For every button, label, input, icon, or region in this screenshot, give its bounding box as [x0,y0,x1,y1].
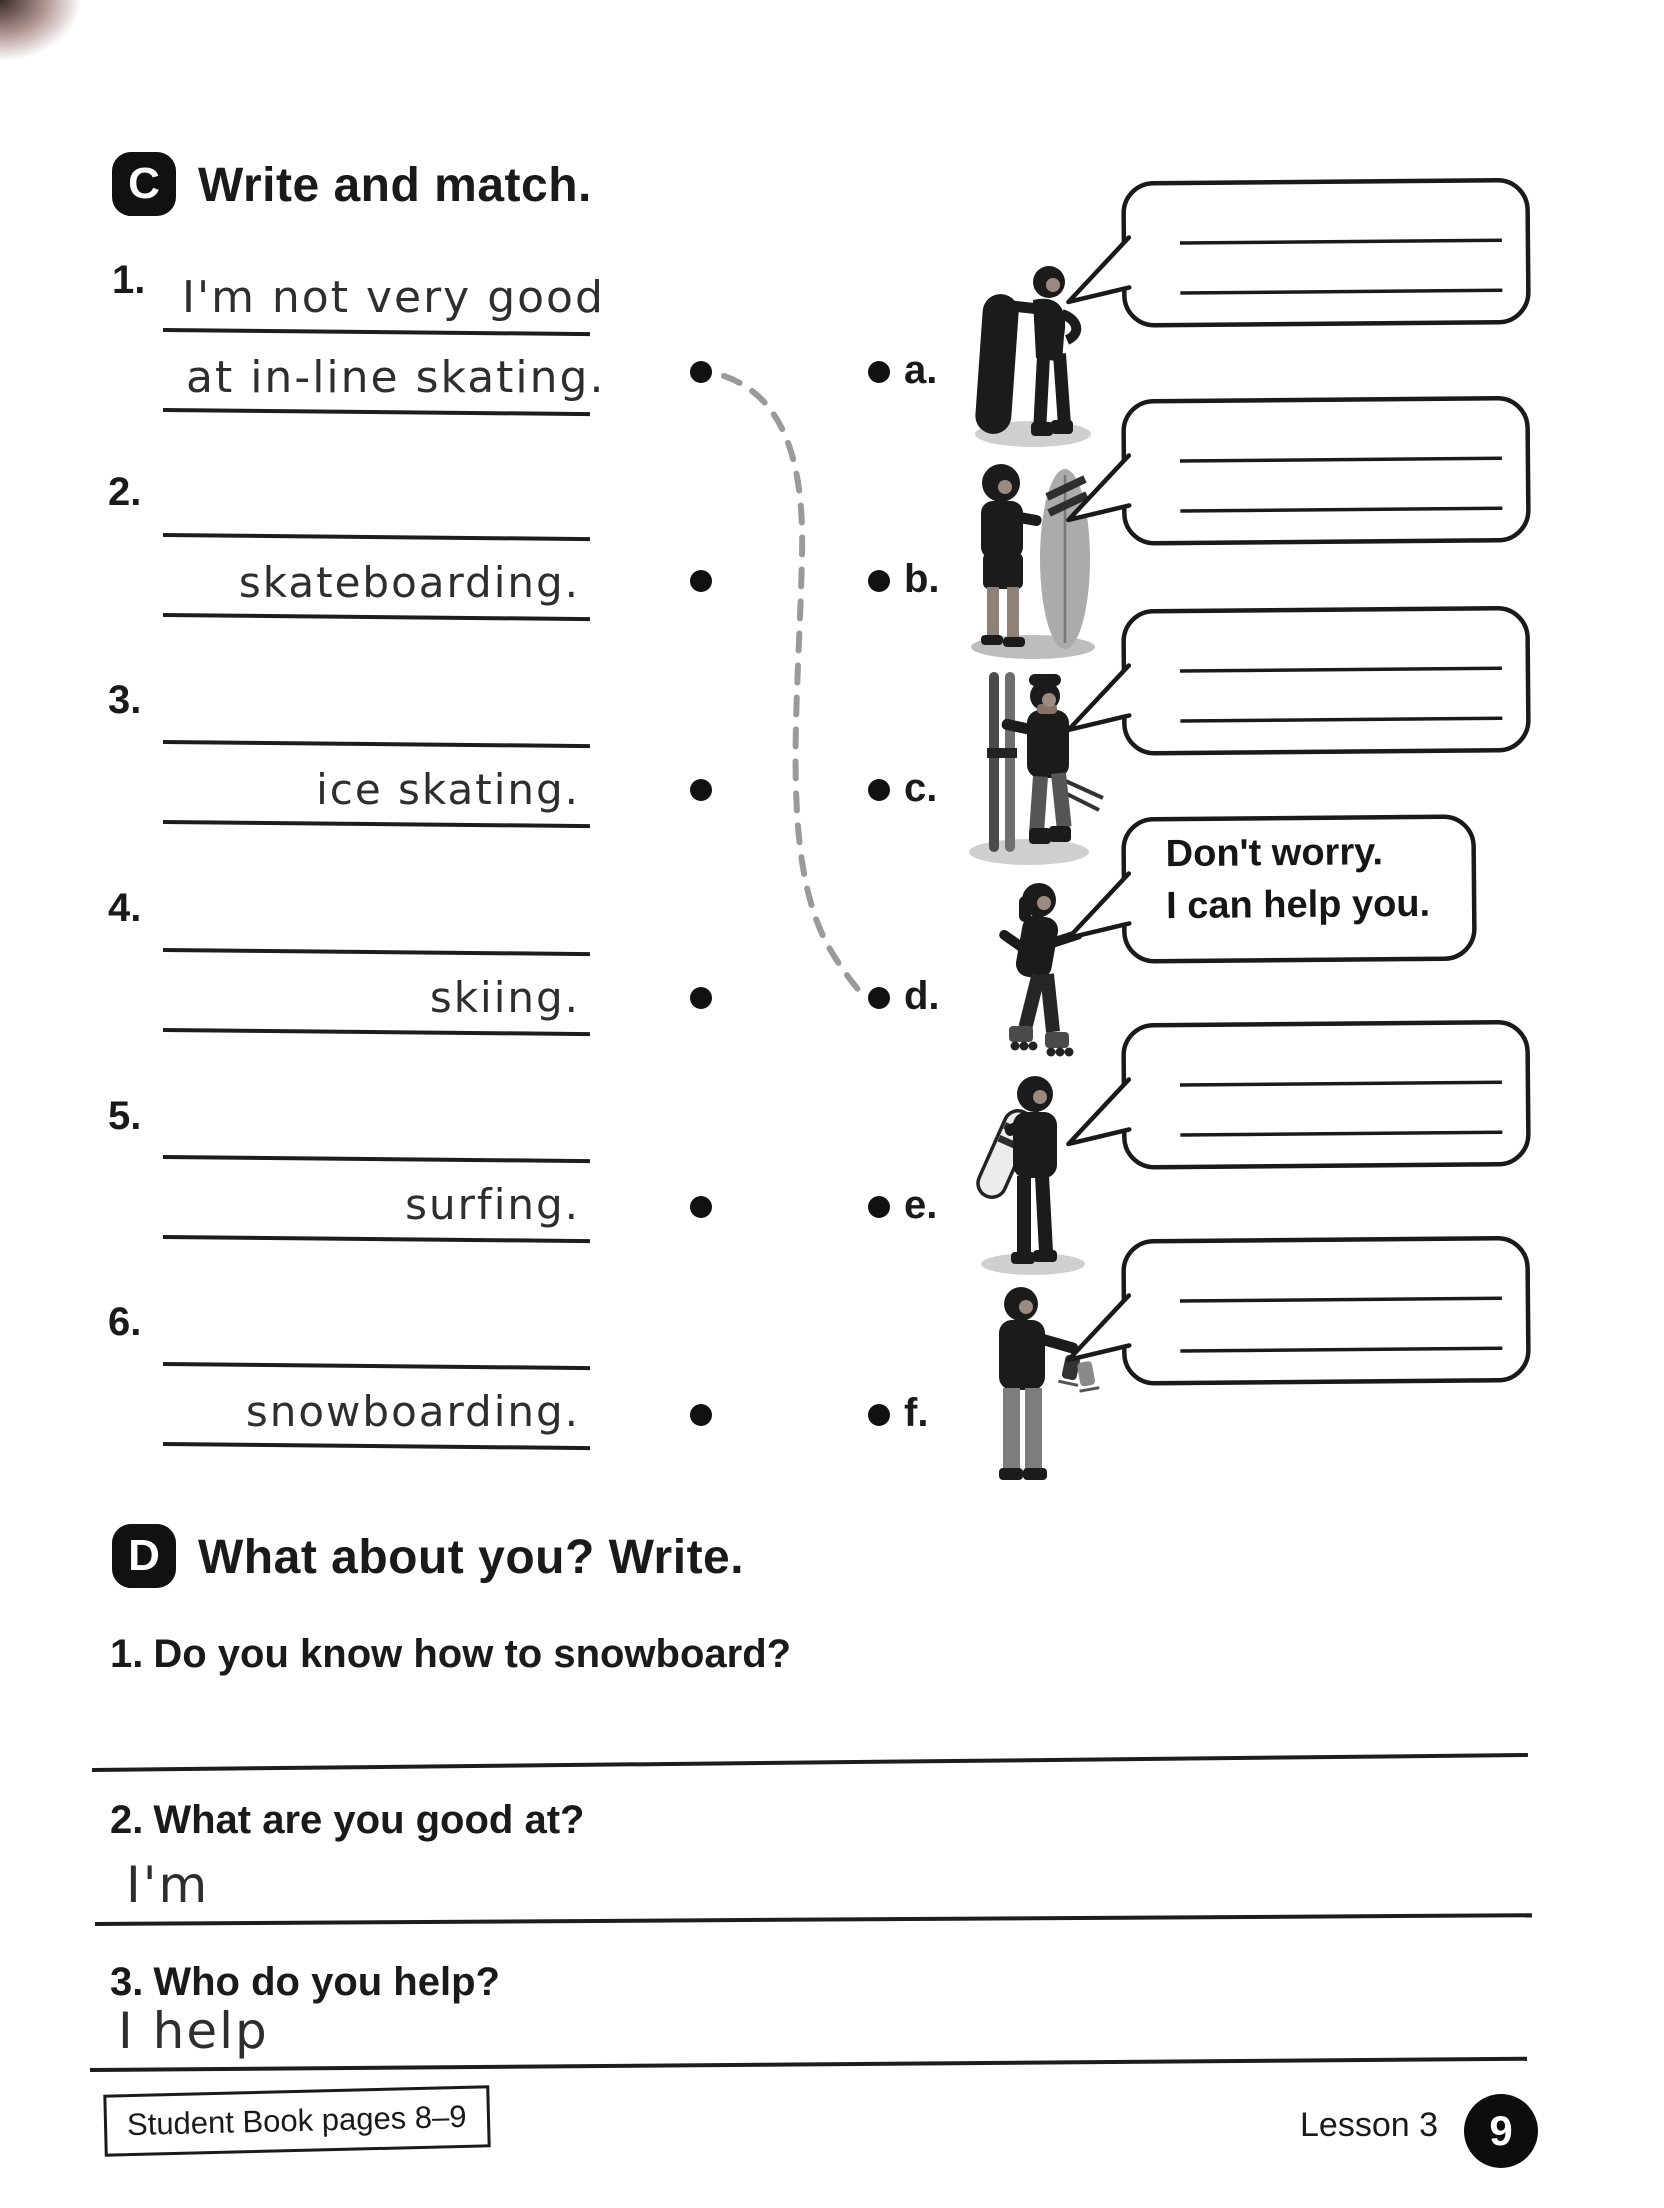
question-3-text: Who do you help? [153,1960,500,2004]
speech-bubble-f [1061,1234,1532,1388]
option-letter-d: d. [904,974,940,1018]
section-c-badge-letter: C [128,159,160,208]
item-3-writing-line-2[interactable] [163,820,590,828]
match-dot-option-b[interactable] [868,570,890,592]
match-dot-item-2[interactable] [690,570,712,592]
option-letter-a: a. [904,348,938,392]
match-dot-item-1[interactable] [690,361,712,383]
item-2-writing-line-1[interactable] [163,533,590,541]
item-1-writing-line-1[interactable] [163,328,590,336]
item-2-writing-line-2[interactable] [163,613,590,621]
speech-bubble-c [1061,604,1532,758]
page-number: 9 [1489,2107,1513,2154]
item-2-number: 2. [108,470,142,514]
item-1-writing-line-2[interactable] [163,408,590,416]
item-5-number: 5. [108,1094,142,1138]
speech-bubble-d [1061,812,1532,966]
question-3-answer-line[interactable] [90,2057,1527,2072]
question-2-number: 2. [110,1798,144,1842]
item-3-word: ice skating. [316,765,580,814]
item-6-word: snowboarding. [245,1387,580,1436]
match-dot-option-f[interactable] [868,1404,890,1426]
section-d-badge-letter: D [128,1531,160,1580]
option-letter-b: b. [904,557,940,601]
section-c-badge [112,152,176,216]
match-dot-option-a[interactable] [868,361,890,383]
item-6-writing-line-1[interactable] [163,1362,590,1370]
question-1-answer-line[interactable] [92,1753,1528,1772]
student-book-reference-text: Student Book pages 8–9 [126,2098,467,2143]
option-letter-c: c. [904,766,938,810]
item-4-writing-line-1[interactable] [163,948,590,956]
item-3-number: 3. [108,678,142,722]
item-1-number: 1. [112,258,146,302]
item-2-word: skateboarding. [238,558,580,607]
speech-bubble-b [1061,394,1532,548]
bubble-d-text-line1: Don't worry. [1165,831,1384,876]
question-1-text: Do you know how to snowboard? [153,1632,792,1676]
option-letter-f: f. [904,1391,929,1435]
item-6-number: 6. [108,1300,142,1344]
question-3-answer-text: I help [118,2002,269,2060]
section-d-badge [112,1524,176,1588]
student-book-reference [103,2085,490,2156]
item-1-answer-text-line1: I'm not very good [182,272,605,323]
match-dot-option-e[interactable] [868,1196,890,1218]
lesson-label: Lesson 3 [1300,2106,1438,2144]
section-d-title: What about you? Write. [198,1531,745,1584]
question-2-answer-text: I'm [126,1856,210,1914]
speech-bubble-a [1061,176,1532,330]
question-1 [110,1632,791,1677]
section-c-title: Write and match. [198,159,592,212]
scan-corner-artifact [0,0,80,60]
item-5-writing-line-2[interactable] [163,1235,590,1243]
match-dot-option-c[interactable] [868,779,890,801]
item-4-writing-line-2[interactable] [163,1028,590,1036]
question-2-answer-line[interactable] [95,1913,1532,1926]
question-2-text: What are you good at? [153,1798,585,1842]
match-dot-item-3[interactable] [690,779,712,801]
item-1-answer-text-line2: at in-line skating. [186,352,606,403]
speech-bubble-e [1061,1018,1532,1172]
item-5-writing-line-1[interactable] [163,1155,590,1163]
bubble-d-text-line2: I can help you. [1165,882,1431,928]
question-3-number: 3. [110,1960,144,2004]
item-4-number: 4. [108,886,142,930]
question-1-number: 1. [110,1632,144,1676]
match-dot-item-4[interactable] [690,987,712,1009]
question-3 [110,1960,500,2005]
item-3-writing-line-1[interactable] [163,740,590,748]
question-2 [110,1798,584,1843]
item-5-word: surfing. [405,1180,580,1229]
option-letter-e: e. [904,1183,938,1227]
match-dot-option-d[interactable] [868,987,890,1009]
page-number-badge [1464,2094,1538,2168]
item-4-word: skiing. [429,973,580,1022]
item-6-writing-line-2[interactable] [163,1442,590,1450]
match-dot-item-6[interactable] [690,1404,712,1426]
match-dot-item-5[interactable] [690,1196,712,1218]
